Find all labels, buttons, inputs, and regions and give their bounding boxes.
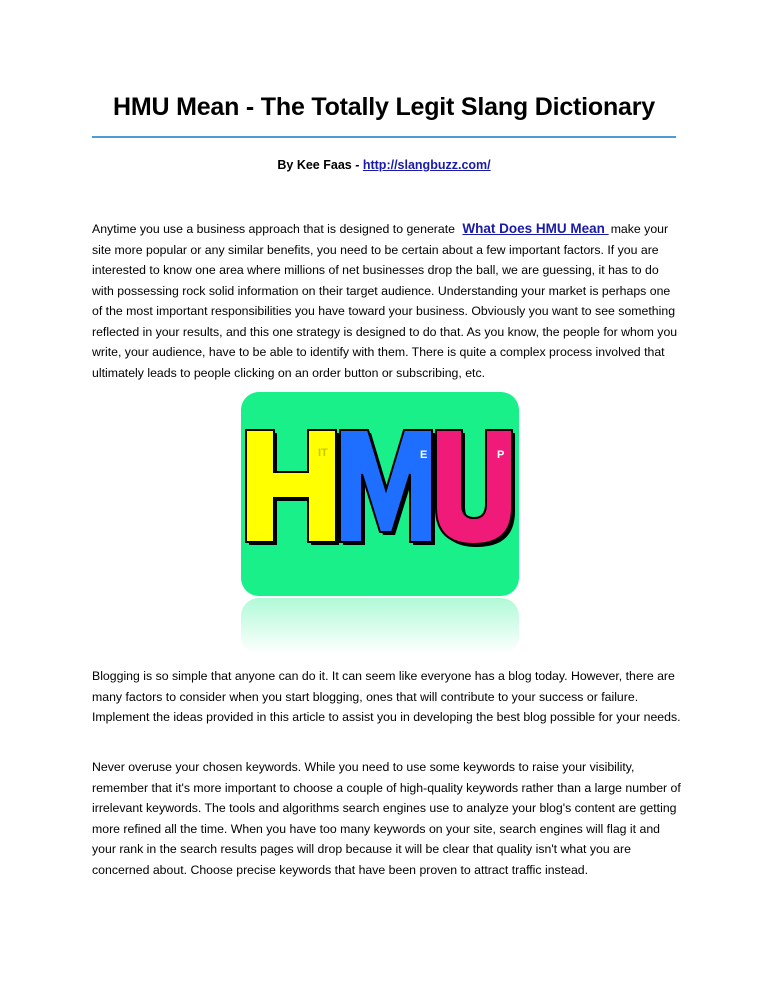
byline-author: By Kee Faas - [277,158,363,172]
byline [92,158,676,172]
keywords-paragraph: Never overuse your chosen keywords. While you need to use some keywords to raise your visibility, remember that it's more important to choose a couple of high-quality keywords rather than a large number of irrelevant keywords. The tools and algorithms search engines use to analyze your blog's content are getting more refined all the time. When you have too many keywords on your site, search engines will flag it and your rank in the search results pages will drop because it will be clear that quality isn't what you are concerned about. Choose precise keywords that have been proven to attract traffic instead. [92,760,681,877]
logo-small-letter-3: P [497,449,505,461]
intro-text-before: Anytime you use a business approach that is designed to generate [92,222,459,236]
blogging-paragraph: Blogging is so simple that anyone can do it. It can seem like everyone has a blog today. However, there are many factors to consider when you start blogging, ones that will contribute to your success or failure. Implement the ideas provided in this article to assist you in developing the best blog possible for your needs. [92,669,681,724]
byline-link[interactable]: http://slangbuzz.com/ [362,158,491,172]
logo-small-letter-2: E [420,449,428,461]
title-divider [92,136,676,138]
what-does-hmu-mean-link[interactable]: What Does HMU Mean [462,221,609,236]
intro-text-after: make your site more popular or any similar benefits, you need to be certain about a few important factors. If you are interested to know one area where millions of net businesses drop the ball, we are guessing, it has to do with possessing rock solid information on their target audience. Understanding your market is perhaps one of the most important responsibilities you have toward your business. Obviously you want to see something reflected in your results, and this one strategy is designed to do that. As you know, the people for whom you write, your audience, have to be able to identify with them. There is quite a complex process involved that ultimately leads to people clicking on an order button or subscribing, etc. [92,222,678,380]
hmu-logo-image [240,392,520,654]
intro-paragraph [92,219,682,383]
page-title: HMU Mean - The Totally Legit Slang Dictionary [113,93,655,121]
logo-small-letter-1: IT [318,447,328,459]
